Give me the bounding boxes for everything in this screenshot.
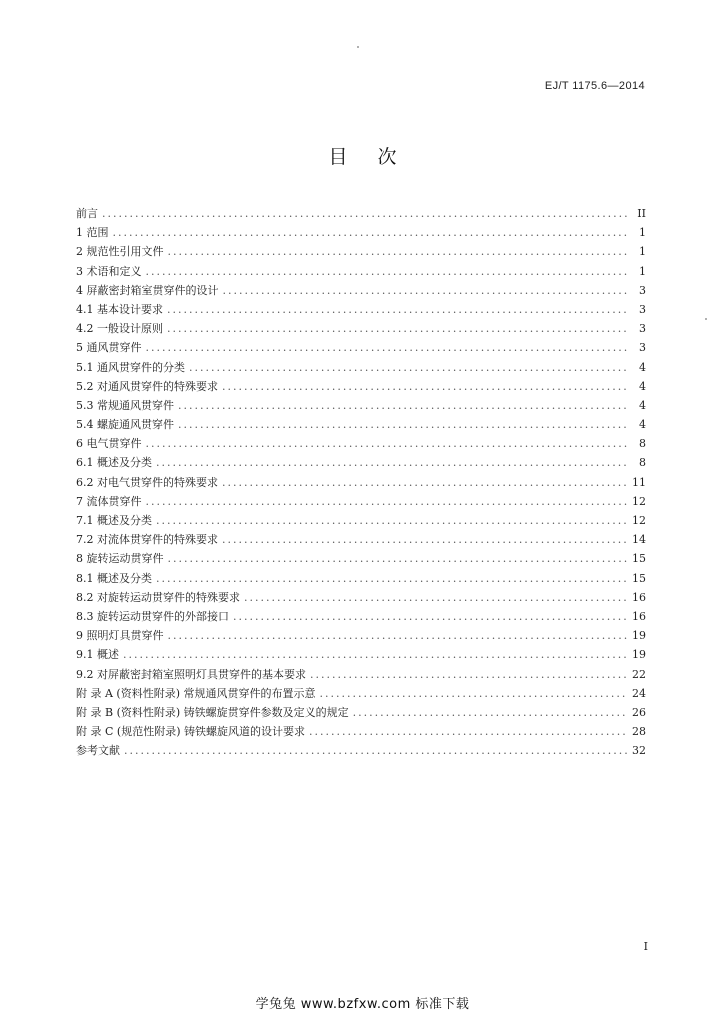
toc-dot-leader	[146, 434, 629, 453]
toc-entry-label: 附 录 B (资料性附录) 铸铁螺旋贯穿件参数及定义的规定	[76, 705, 349, 719]
toc-entry-label: 9 照明灯具贯穿件	[76, 629, 164, 643]
toc-entry[interactable]	[76, 415, 646, 434]
toc-dot-leader	[233, 607, 628, 626]
toc-entry-label: 9.1 概述	[76, 648, 119, 662]
toc-dot-leader	[223, 281, 629, 300]
toc-dot-leader	[244, 588, 628, 607]
toc-entry-label: 6.2 对电气贯穿件的特殊要求	[76, 475, 218, 489]
toc-entry-page: 19	[632, 629, 646, 643]
toc-dot-leader	[156, 453, 628, 472]
toc-entry[interactable]	[76, 377, 646, 396]
scan-speck	[705, 318, 707, 320]
document-code: EJ/T 1175.6—2014	[544, 80, 645, 92]
toc-entry-page: 3	[639, 322, 646, 336]
toc-dot-leader	[146, 492, 629, 511]
toc-entry-label: 9.2 对屏蔽密封箱室照明灯具贯穿件的基本要求	[76, 667, 306, 681]
toc-dot-leader	[178, 415, 628, 434]
toc-entry-label: 5.1 通风贯穿件的分类	[76, 360, 185, 374]
toc-entry-page: 16	[632, 590, 646, 604]
toc-entry-label: 4.1 基本设计要求	[76, 302, 163, 316]
toc-entry[interactable]	[76, 549, 646, 568]
toc-entry-label: 8 旋转运动贯穿件	[76, 552, 164, 566]
toc-entry-label: 5.4 螺旋通风贯穿件	[76, 418, 174, 432]
toc-dot-leader	[189, 358, 628, 377]
toc-entry[interactable]	[76, 358, 646, 377]
scan-speck	[357, 46, 359, 48]
toc-entry-page: 32	[632, 744, 646, 758]
toc-entry-page: 1	[639, 226, 646, 240]
toc-entry-page: 3	[639, 302, 646, 316]
toc-entry-page: 1	[639, 264, 646, 278]
toc-entry[interactable]	[76, 511, 646, 530]
toc-entry-page: 16	[632, 609, 646, 623]
toc-dot-leader	[168, 549, 629, 568]
toc-entry-page: 1	[639, 245, 646, 259]
toc-entry-label: 附 录 A (资料性附录) 常规通风贯穿件的布置示意	[76, 686, 316, 700]
toc-entry-label: 3 术语和定义	[76, 264, 142, 278]
table-of-contents	[76, 204, 646, 760]
toc-entry[interactable]	[76, 473, 646, 492]
toc-dot-leader	[178, 396, 628, 415]
toc-dot-leader	[353, 703, 628, 722]
toc-dot-leader	[113, 223, 629, 242]
toc-dot-leader	[222, 473, 628, 492]
toc-entry-page: 24	[632, 686, 646, 700]
toc-entry-page: 14	[632, 533, 646, 547]
toc-entry[interactable]	[76, 665, 646, 684]
toc-entry-label: 7.1 概述及分类	[76, 514, 152, 527]
toc-entry[interactable]	[76, 645, 646, 664]
toc-entry[interactable]	[76, 204, 646, 223]
toc-dot-leader	[156, 569, 628, 588]
toc-dot-leader	[168, 242, 629, 261]
toc-dot-leader	[146, 262, 629, 281]
toc-entry-page: II	[637, 207, 646, 220]
toc-entry-page: 19	[632, 648, 646, 662]
toc-dot-leader	[222, 530, 628, 549]
toc-entry[interactable]	[76, 242, 646, 261]
toc-entry-label: 8.1 概述及分类	[76, 571, 152, 585]
page-number: I	[643, 940, 648, 953]
toc-entry-label: 4 屏蔽密封箱室贯穿件的设计	[76, 283, 219, 297]
toc-entry[interactable]	[76, 607, 646, 626]
toc-entry-label: 5.3 常规通风贯穿件	[76, 398, 174, 412]
toc-entry-page: 4	[639, 379, 646, 393]
toc-entry[interactable]	[76, 338, 646, 357]
toc-dot-leader	[124, 741, 628, 760]
toc-entry-page: 3	[639, 341, 646, 355]
toc-entry[interactable]	[76, 262, 646, 281]
toc-entry-page: 15	[632, 552, 646, 566]
toc-entry[interactable]	[76, 281, 646, 300]
toc-entry-page: 4	[639, 398, 646, 412]
toc-entry-page: 26	[632, 705, 646, 719]
toc-entry-page: 4	[639, 360, 646, 374]
toc-entry-page: 3	[639, 283, 646, 297]
toc-entry-page: 8	[639, 456, 646, 470]
toc-entry-label: 2 规范性引用文件	[76, 245, 164, 259]
toc-entry[interactable]	[76, 223, 646, 242]
toc-entry-label: 7 流体贯穿件	[76, 494, 142, 508]
toc-entry[interactable]	[76, 569, 646, 588]
toc-entry-page: 8	[639, 437, 646, 451]
toc-entry-label: 6.1 概述及分类	[76, 456, 152, 470]
toc-entry[interactable]	[76, 626, 646, 645]
toc-dot-leader	[102, 204, 628, 223]
toc-dot-leader	[309, 722, 628, 741]
toc-dot-leader	[222, 377, 628, 396]
toc-entry-label: 4.2 一般设计原则	[76, 322, 163, 336]
toc-dot-leader	[320, 684, 628, 703]
toc-dot-leader	[167, 319, 628, 338]
toc-entry-label: 5.2 对通风贯穿件的特殊要求	[76, 379, 218, 393]
toc-entry-label: 附 录 C (规范性附录) 铸铁螺旋风道的设计要求	[76, 725, 305, 739]
toc-entry-page: 11	[632, 475, 646, 489]
toc-entry[interactable]	[76, 453, 646, 472]
toc-entry[interactable]	[76, 722, 646, 741]
toc-entry[interactable]	[76, 741, 646, 760]
toc-entry-page: 15	[632, 571, 646, 585]
watermark-text: 学兔兔 www.bzfxw.com 标准下载	[255, 997, 470, 1012]
toc-entry[interactable]	[76, 300, 646, 319]
toc-dot-leader	[156, 511, 628, 530]
toc-entry[interactable]	[76, 703, 646, 722]
toc-entry-page: 12	[632, 494, 646, 508]
toc-dot-leader	[167, 300, 628, 319]
toc-entry[interactable]	[76, 434, 646, 453]
toc-entry-label: 8.3 旋转运动贯穿件的外部接口	[76, 609, 229, 623]
toc-entry-page: 4	[639, 418, 646, 432]
page-title: 目 次	[328, 146, 409, 168]
toc-dot-leader	[123, 645, 628, 664]
toc-dot-leader	[168, 626, 629, 645]
toc-entry-label: 8.2 对旋转运动贯穿件的特殊要求	[76, 590, 240, 604]
toc-entry[interactable]	[76, 530, 646, 549]
toc-entry[interactable]	[76, 588, 646, 607]
toc-entry-label: 7.2 对流体贯穿件的特殊要求	[76, 533, 218, 547]
toc-entry-page: 22	[632, 667, 646, 681]
toc-entry-label: 参考文献	[76, 744, 120, 758]
toc-entry-page: 28	[632, 725, 646, 739]
toc-entry-label: 5 通风贯穿件	[76, 341, 142, 355]
toc-entry[interactable]	[76, 319, 646, 338]
toc-entry-page: 12	[632, 514, 646, 527]
toc-entry-label: 前言	[76, 207, 98, 220]
toc-entry[interactable]	[76, 492, 646, 511]
toc-entry[interactable]	[76, 684, 646, 703]
toc-entry[interactable]	[76, 396, 646, 415]
toc-entry-label: 1 范围	[76, 226, 109, 240]
toc-entry-label: 6 电气贯穿件	[76, 437, 142, 451]
toc-dot-leader	[146, 338, 629, 357]
toc-dot-leader	[310, 665, 628, 684]
